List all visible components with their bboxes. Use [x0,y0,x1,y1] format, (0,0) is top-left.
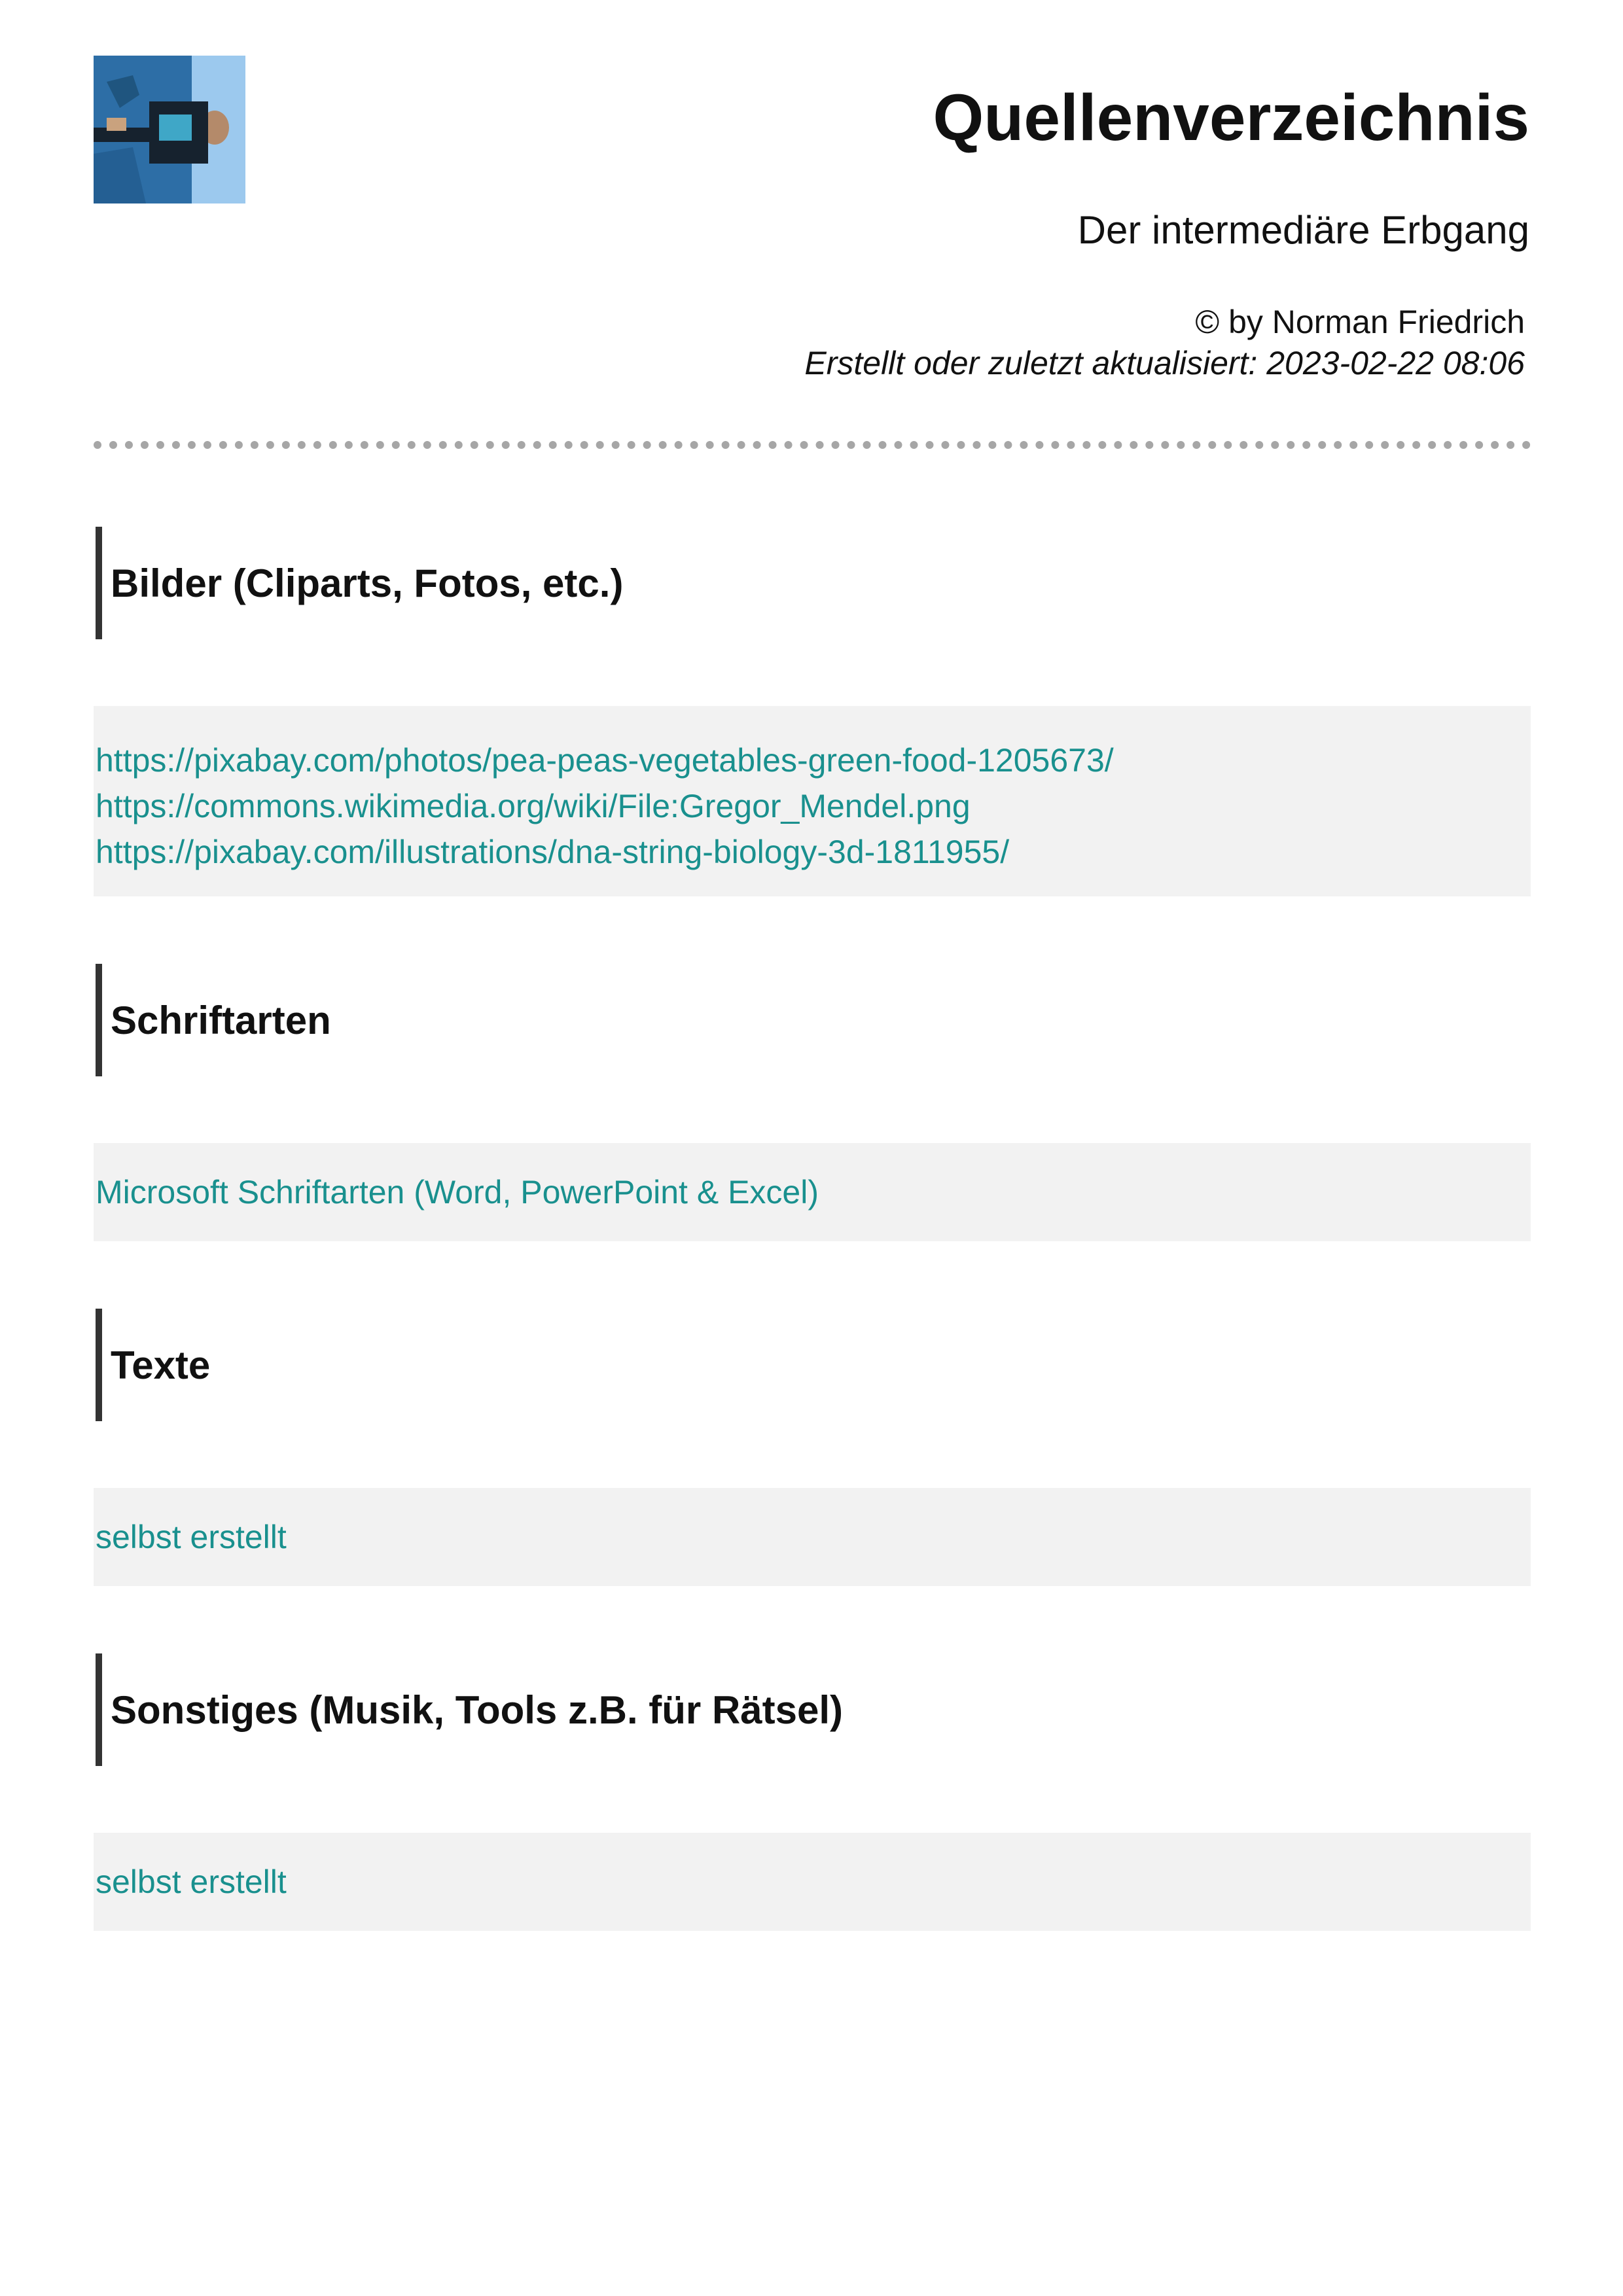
source-link[interactable]: https://pixabay.com/illustrations/dna-string-biology-3d-1811955/ [96,834,1010,870]
section-heading-label: Schriftarten [111,998,331,1042]
source-link[interactable]: https://pixabay.com/photos/pea-peas-vegetables-green-food-1205673/ [96,742,1114,779]
section-heading-label: Texte [111,1343,211,1387]
author-photo [94,56,245,203]
section-heading-schriftarten [96,964,1529,1076]
section-sources-texte [94,1488,1531,1586]
section-sources-bilder [94,706,1531,896]
source-text: Microsoft Schriftarten (Word, PowerPoint & Excel) [96,1174,819,1210]
copyright-author: © by Norman Friedrich [1195,304,1525,340]
section-heading-bilder [96,527,1529,639]
page-title: Quellenverzeichnis [933,81,1529,154]
section-heading-texte [96,1309,1529,1421]
page-subtitle: Der intermediäre Erbgang [1077,208,1529,252]
author-photo-image [94,56,245,203]
section-heading-label: Sonstiges (Musik, Tools z.B. für Rätsel) [111,1687,844,1732]
section-heading-label: Bilder (Cliparts, Fotos, etc.) [111,561,624,605]
last-updated-date: Erstellt oder zuletzt aktualisiert: 2023-02-22 08:06 [804,345,1525,381]
header-divider [94,441,1531,449]
section-sources-schriftarten [94,1143,1531,1241]
section-heading-sonstiges [96,1653,1529,1766]
source-text: selbst erstellt [96,1519,287,1555]
section-sources-sonstiges [94,1833,1531,1931]
source-text: selbst erstellt [96,1863,287,1900]
source-link[interactable]: https://commons.wikimedia.org/wiki/File:Gregor_Mendel.png [96,788,971,824]
